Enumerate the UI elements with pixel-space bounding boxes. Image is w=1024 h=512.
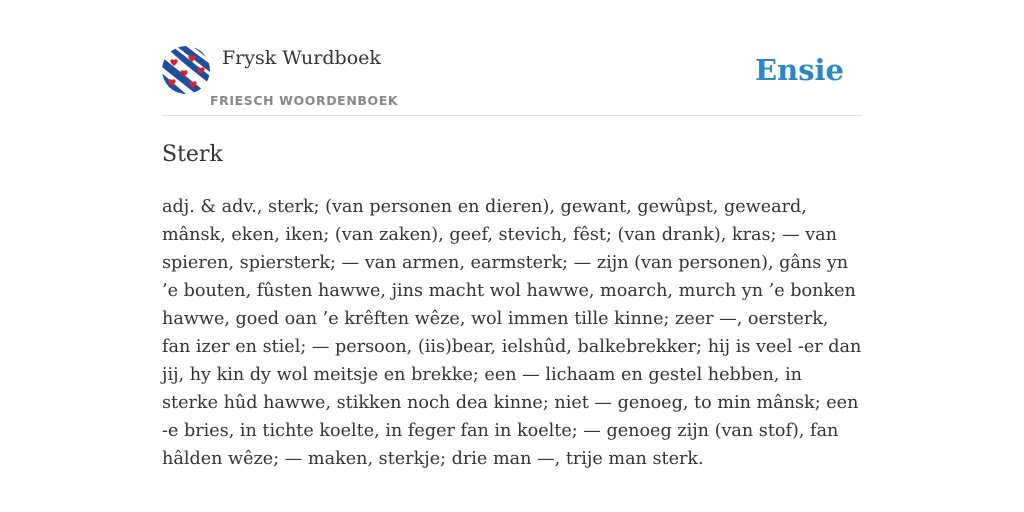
site-subtitle: FRIESCH WOORDENBOEK bbox=[210, 93, 399, 108]
entry-title: Sterk bbox=[162, 142, 223, 167]
header-divider bbox=[162, 115, 862, 116]
frisian-flag-icon[interactable] bbox=[162, 46, 210, 94]
entry-definition: adj. & adv., sterk; (van personen en dieren), gewant, gewûpst, geweard, mânsk, eken, iken; (van zaken), geef, stevich, fêst; (van drank), kras; — van spieren, spiersterk; — van armen, earmsterk; — zijn (van personen), gâns yn ’e bouten, fûsten hawwe, jins macht wol hawwe, moarch, murch yn ’e bonken hawwe, goed oan ’e krêften wêze, wol immen tille kinne; zeer —, oersterk, fan izer en stiel; — persoon, (iis)bear, ielshûd, balkebrekker; hij is veel -er dan jij, hy kin dy wol meitsje en brekke; een — lichaam en gestel hebben, in sterke hûd hawwe, stikken noch dea kinne; niet — genoeg, to min mânsk; een -e bries, in tichte koelte, in feger fan in koelte; — genoeg zijn (van stof), fan hâlden wêze; — maken, sterkje; drie man —, trije man sterk. bbox=[162, 197, 862, 469]
site-header bbox=[162, 46, 862, 116]
site-title[interactable]: Frysk Wurdboek bbox=[222, 47, 381, 69]
brand-logo[interactable]: Ensie bbox=[755, 53, 844, 87]
